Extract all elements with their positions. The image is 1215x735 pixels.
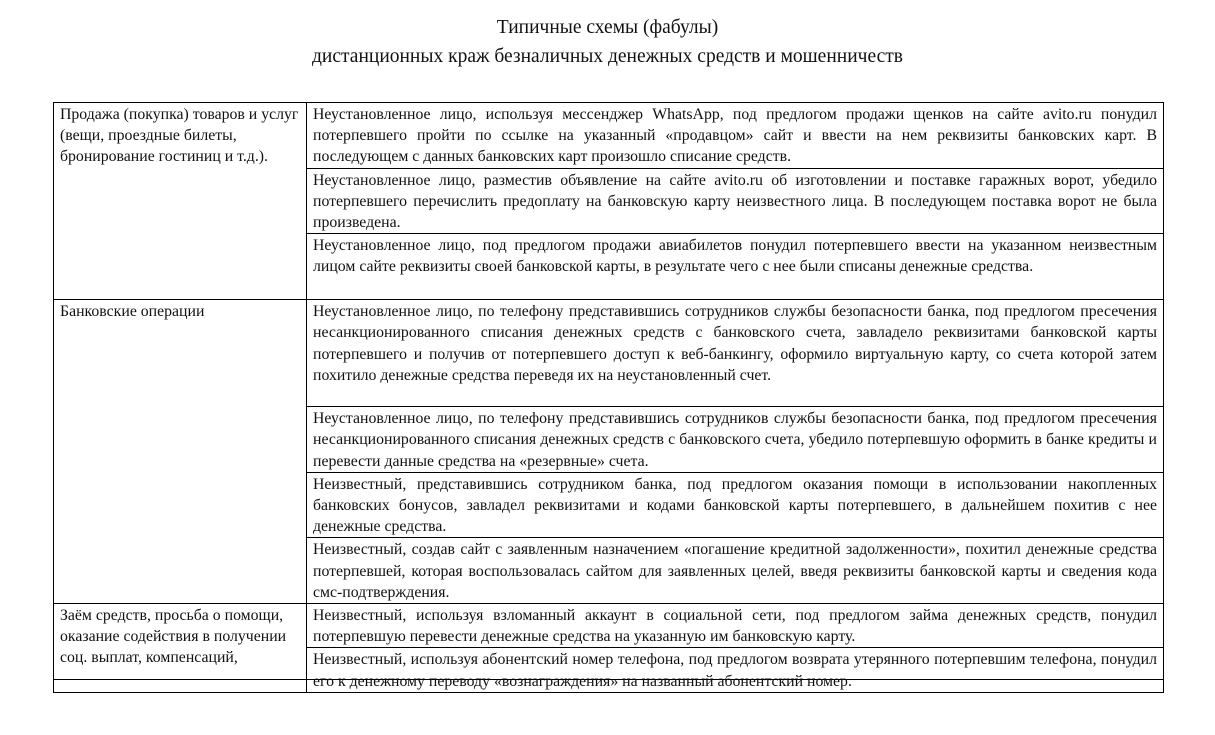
scheme-description-cell: Неизвестный, создав сайт с заявленным назначением «погашение кредитной задолженности», похитил денежные средства потерпевшей, которая воспользовалась сайтом для заявленных целей, введя реквизиты банковской карты и сведения кода смс-подтверждения. <box>307 538 1164 604</box>
scheme-description-cell: Неустановленное лицо, по телефону представившись сотрудников службы безопасности банка, под предлогом пресечения несанкционированного списания денежных средств с банковского счета, завладело реквизитами банковской карты потерпевшего и получив от потерпевшего доступ к веб-банкингу, оформило виртуальную карту, со счета которой затем похитило денежные средства переведя их на неустановленный счет. <box>307 300 1164 407</box>
table-row <box>54 300 1164 407</box>
category-cell: Банковские операции <box>54 300 307 604</box>
scheme-description-cell: Неустановленное лицо, по телефону представившись сотрудников службы безопасности банка, под предлогом пресечения несанкционированного списания денежных средств с банковского счета, убедило потерпевшую оформить в банке кредиты и перевести данные средства на «резервные» счета. <box>307 407 1164 473</box>
table-row <box>54 103 1164 169</box>
scheme-description-cell: Неизвестный, используя взломанный аккаунт в социальной сети, под предлогом займа денежных средств, понудил потерпевшую перевести денежные средства на указанную им банковскую карту. <box>307 604 1164 648</box>
document-title-line-2: дистанционных краж безналичных денежных средств и мошенничеств <box>312 46 903 67</box>
scheme-description-cell: Неизвестный, используя абонентский номер телефона, под предлогом возврата утерянного потерпевшим телефона, понудил его к денежному переводу «вознаграждения» на названный абонентский номер. <box>307 648 1164 692</box>
scheme-description-cell: Неустановленное лицо, используя мессенджер WhatsApp, под предлогом продажи щенков на сайте avito.ru понудил потерпевшего пройти по ссылке на указанный «продавцом» сайт и ввести на нем реквизиты банковских карт. В последующем с данных банковских карт произошло списание средств. <box>307 103 1164 169</box>
category-cell: Продажа (покупка) товаров и услуг (вещи, проездные билеты, бронирование гостиниц и т.д.). <box>54 103 307 300</box>
scheme-description-cell: Неустановленное лицо, под предлогом продажи авиабилетов понудил потерпевшего ввести на указанном неизвестным лицом сайте реквизиты своей банковской карты, в результате чего с нее были списаны денежные средства. <box>307 234 1164 300</box>
document-title-line-1: Типичные схемы (фабулы) <box>496 17 719 38</box>
category-cell: Заём средств, просьба о помощи, оказание содействия в получении соц. выплат, компенсаций, <box>54 604 307 693</box>
table-row <box>54 604 1164 648</box>
scheme-description-cell: Неустановленное лицо, разместив объявление на сайте avito.ru об изготовлении и поставке гаражных ворот, убедило потерпевшего перечислить предоплату на банковскую карту неизвестного лица. В последующем поставка ворот не была произведена. <box>307 168 1164 234</box>
scheme-description-cell: Неизвестный, представившись сотрудником банка, под предлогом оказания помощи в использовании накопленных банковских бонусов, завладел реквизитами и кодами банковской карты потерпевшего, в дальнейшем похитив с нее денежные средства. <box>307 472 1164 538</box>
schemes-table-frame <box>53 102 1164 690</box>
schemes-table <box>53 102 1164 693</box>
